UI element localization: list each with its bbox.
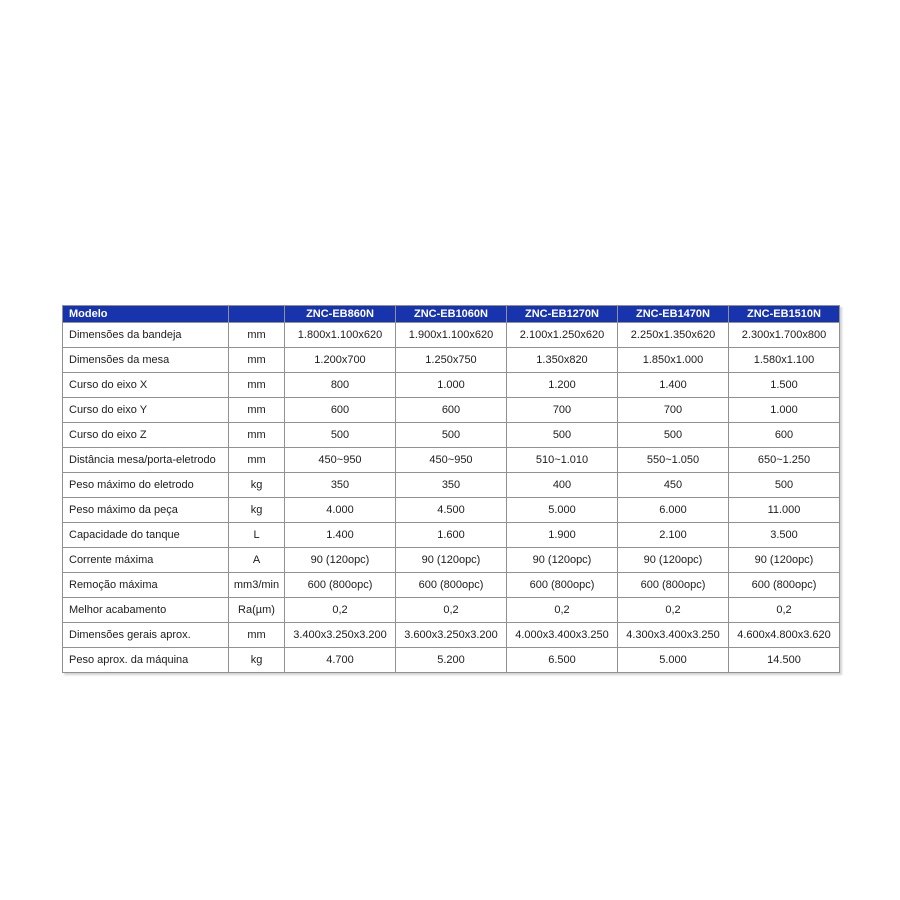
table-row [63, 423, 840, 448]
cell-value: 0,2 [285, 598, 396, 623]
cell-value: 700 [618, 398, 729, 423]
row-unit: Ra(µm) [229, 598, 285, 623]
row-unit: mm [229, 373, 285, 398]
cell-value: 90 (120opc) [396, 548, 507, 573]
cell-value: 450 [618, 473, 729, 498]
row-unit: L [229, 523, 285, 548]
cell-value: 500 [729, 473, 840, 498]
table-row [63, 398, 840, 423]
cell-value: 600 (800opc) [729, 573, 840, 598]
row-unit: A [229, 548, 285, 573]
cell-value: 4.000x3.400x3.250 [507, 623, 618, 648]
cell-value: 800 [285, 373, 396, 398]
cell-value: 5.200 [396, 648, 507, 673]
table-row [63, 598, 840, 623]
cell-value: 350 [285, 473, 396, 498]
cell-value: 600 [396, 398, 507, 423]
cell-value: 1.850x1.000 [618, 348, 729, 373]
cell-value: 550~1.050 [618, 448, 729, 473]
row-unit: mm [229, 348, 285, 373]
cell-value: 600 [729, 423, 840, 448]
row-unit: kg [229, 473, 285, 498]
cell-value: 510~1.010 [507, 448, 618, 473]
cell-value: 1.200 [507, 373, 618, 398]
header-model-label: Modelo [63, 306, 229, 323]
row-label: Remoção máxima [63, 573, 229, 598]
table-row [63, 648, 840, 673]
cell-value: 500 [507, 423, 618, 448]
row-label: Corrente máxima [63, 548, 229, 573]
row-label: Dimensões da bandeja [63, 323, 229, 348]
table-row [63, 498, 840, 523]
cell-value: 90 (120opc) [618, 548, 729, 573]
cell-value: 11.000 [729, 498, 840, 523]
cell-value: 90 (120opc) [507, 548, 618, 573]
row-label: Dimensões da mesa [63, 348, 229, 373]
row-label: Curso do eixo Y [63, 398, 229, 423]
row-label: Curso do eixo X [63, 373, 229, 398]
row-label: Dimensões gerais aprox. [63, 623, 229, 648]
cell-value: 650~1.250 [729, 448, 840, 473]
table-row [63, 473, 840, 498]
cell-value: 600 (800opc) [285, 573, 396, 598]
cell-value: 500 [285, 423, 396, 448]
table-row [63, 548, 840, 573]
cell-value: 1.200x700 [285, 348, 396, 373]
header-model-3: ZNC-EB1270N [507, 306, 618, 323]
cell-value: 600 (800opc) [618, 573, 729, 598]
table-row [63, 348, 840, 373]
cell-value: 1.600 [396, 523, 507, 548]
row-unit: mm [229, 423, 285, 448]
row-label: Capacidade do tanque [63, 523, 229, 548]
row-label: Peso máximo da peça [63, 498, 229, 523]
cell-value: 0,2 [507, 598, 618, 623]
cell-value: 1.400 [285, 523, 396, 548]
cell-value: 3.500 [729, 523, 840, 548]
header-model-1: ZNC-EB860N [285, 306, 396, 323]
row-unit: mm [229, 448, 285, 473]
cell-value: 4.300x3.400x3.250 [618, 623, 729, 648]
header-model-2: ZNC-EB1060N [396, 306, 507, 323]
row-unit: mm [229, 323, 285, 348]
table-row [63, 573, 840, 598]
table-row [63, 623, 840, 648]
cell-value: 6.000 [618, 498, 729, 523]
cell-value: 450~950 [396, 448, 507, 473]
row-unit: kg [229, 648, 285, 673]
cell-value: 1.000 [396, 373, 507, 398]
cell-value: 350 [396, 473, 507, 498]
cell-value: 6.500 [507, 648, 618, 673]
table-row [63, 323, 840, 348]
cell-value: 1.900 [507, 523, 618, 548]
row-unit: kg [229, 498, 285, 523]
row-label: Peso aprox. da máquina [63, 648, 229, 673]
cell-value: 600 (800opc) [396, 573, 507, 598]
table-row [63, 448, 840, 473]
row-unit: mm [229, 398, 285, 423]
cell-value: 14.500 [729, 648, 840, 673]
row-unit: mm [229, 623, 285, 648]
cell-value: 4.600x4.800x3.620 [729, 623, 840, 648]
row-label: Distância mesa/porta-eletrodo [63, 448, 229, 473]
cell-value: 90 (120opc) [729, 548, 840, 573]
cell-value: 600 (800opc) [507, 573, 618, 598]
cell-value: 3.600x3.250x3.200 [396, 623, 507, 648]
cell-value: 1.900x1.100x620 [396, 323, 507, 348]
cell-value: 700 [507, 398, 618, 423]
cell-value: 2.100x1.250x620 [507, 323, 618, 348]
cell-value: 4.000 [285, 498, 396, 523]
cell-value: 0,2 [618, 598, 729, 623]
spec-table [62, 305, 840, 673]
row-label: Peso máximo do eletrodo [63, 473, 229, 498]
table-row [63, 373, 840, 398]
cell-value: 400 [507, 473, 618, 498]
cell-value: 500 [396, 423, 507, 448]
cell-value: 1.800x1.100x620 [285, 323, 396, 348]
cell-value: 600 [285, 398, 396, 423]
cell-value: 2.100 [618, 523, 729, 548]
header-unit-cell [229, 306, 285, 323]
cell-value: 5.000 [618, 648, 729, 673]
row-unit: mm3/min [229, 573, 285, 598]
cell-value: 2.300x1.700x800 [729, 323, 840, 348]
row-label: Curso do eixo Z [63, 423, 229, 448]
cell-value: 4.700 [285, 648, 396, 673]
cell-value: 0,2 [729, 598, 840, 623]
cell-value: 1.400 [618, 373, 729, 398]
cell-value: 1.250x750 [396, 348, 507, 373]
cell-value: 1.350x820 [507, 348, 618, 373]
cell-value: 450~950 [285, 448, 396, 473]
cell-value: 1.000 [729, 398, 840, 423]
cell-value: 1.580x1.100 [729, 348, 840, 373]
cell-value: 1.500 [729, 373, 840, 398]
cell-value: 90 (120opc) [285, 548, 396, 573]
header-row [63, 306, 840, 323]
cell-value: 2.250x1.350x620 [618, 323, 729, 348]
cell-value: 5.000 [507, 498, 618, 523]
cell-value: 4.500 [396, 498, 507, 523]
header-model-5: ZNC-EB1510N [729, 306, 840, 323]
table-row [63, 523, 840, 548]
header-model-4: ZNC-EB1470N [618, 306, 729, 323]
cell-value: 500 [618, 423, 729, 448]
cell-value: 3.400x3.250x3.200 [285, 623, 396, 648]
cell-value: 0,2 [396, 598, 507, 623]
row-label: Melhor acabamento [63, 598, 229, 623]
